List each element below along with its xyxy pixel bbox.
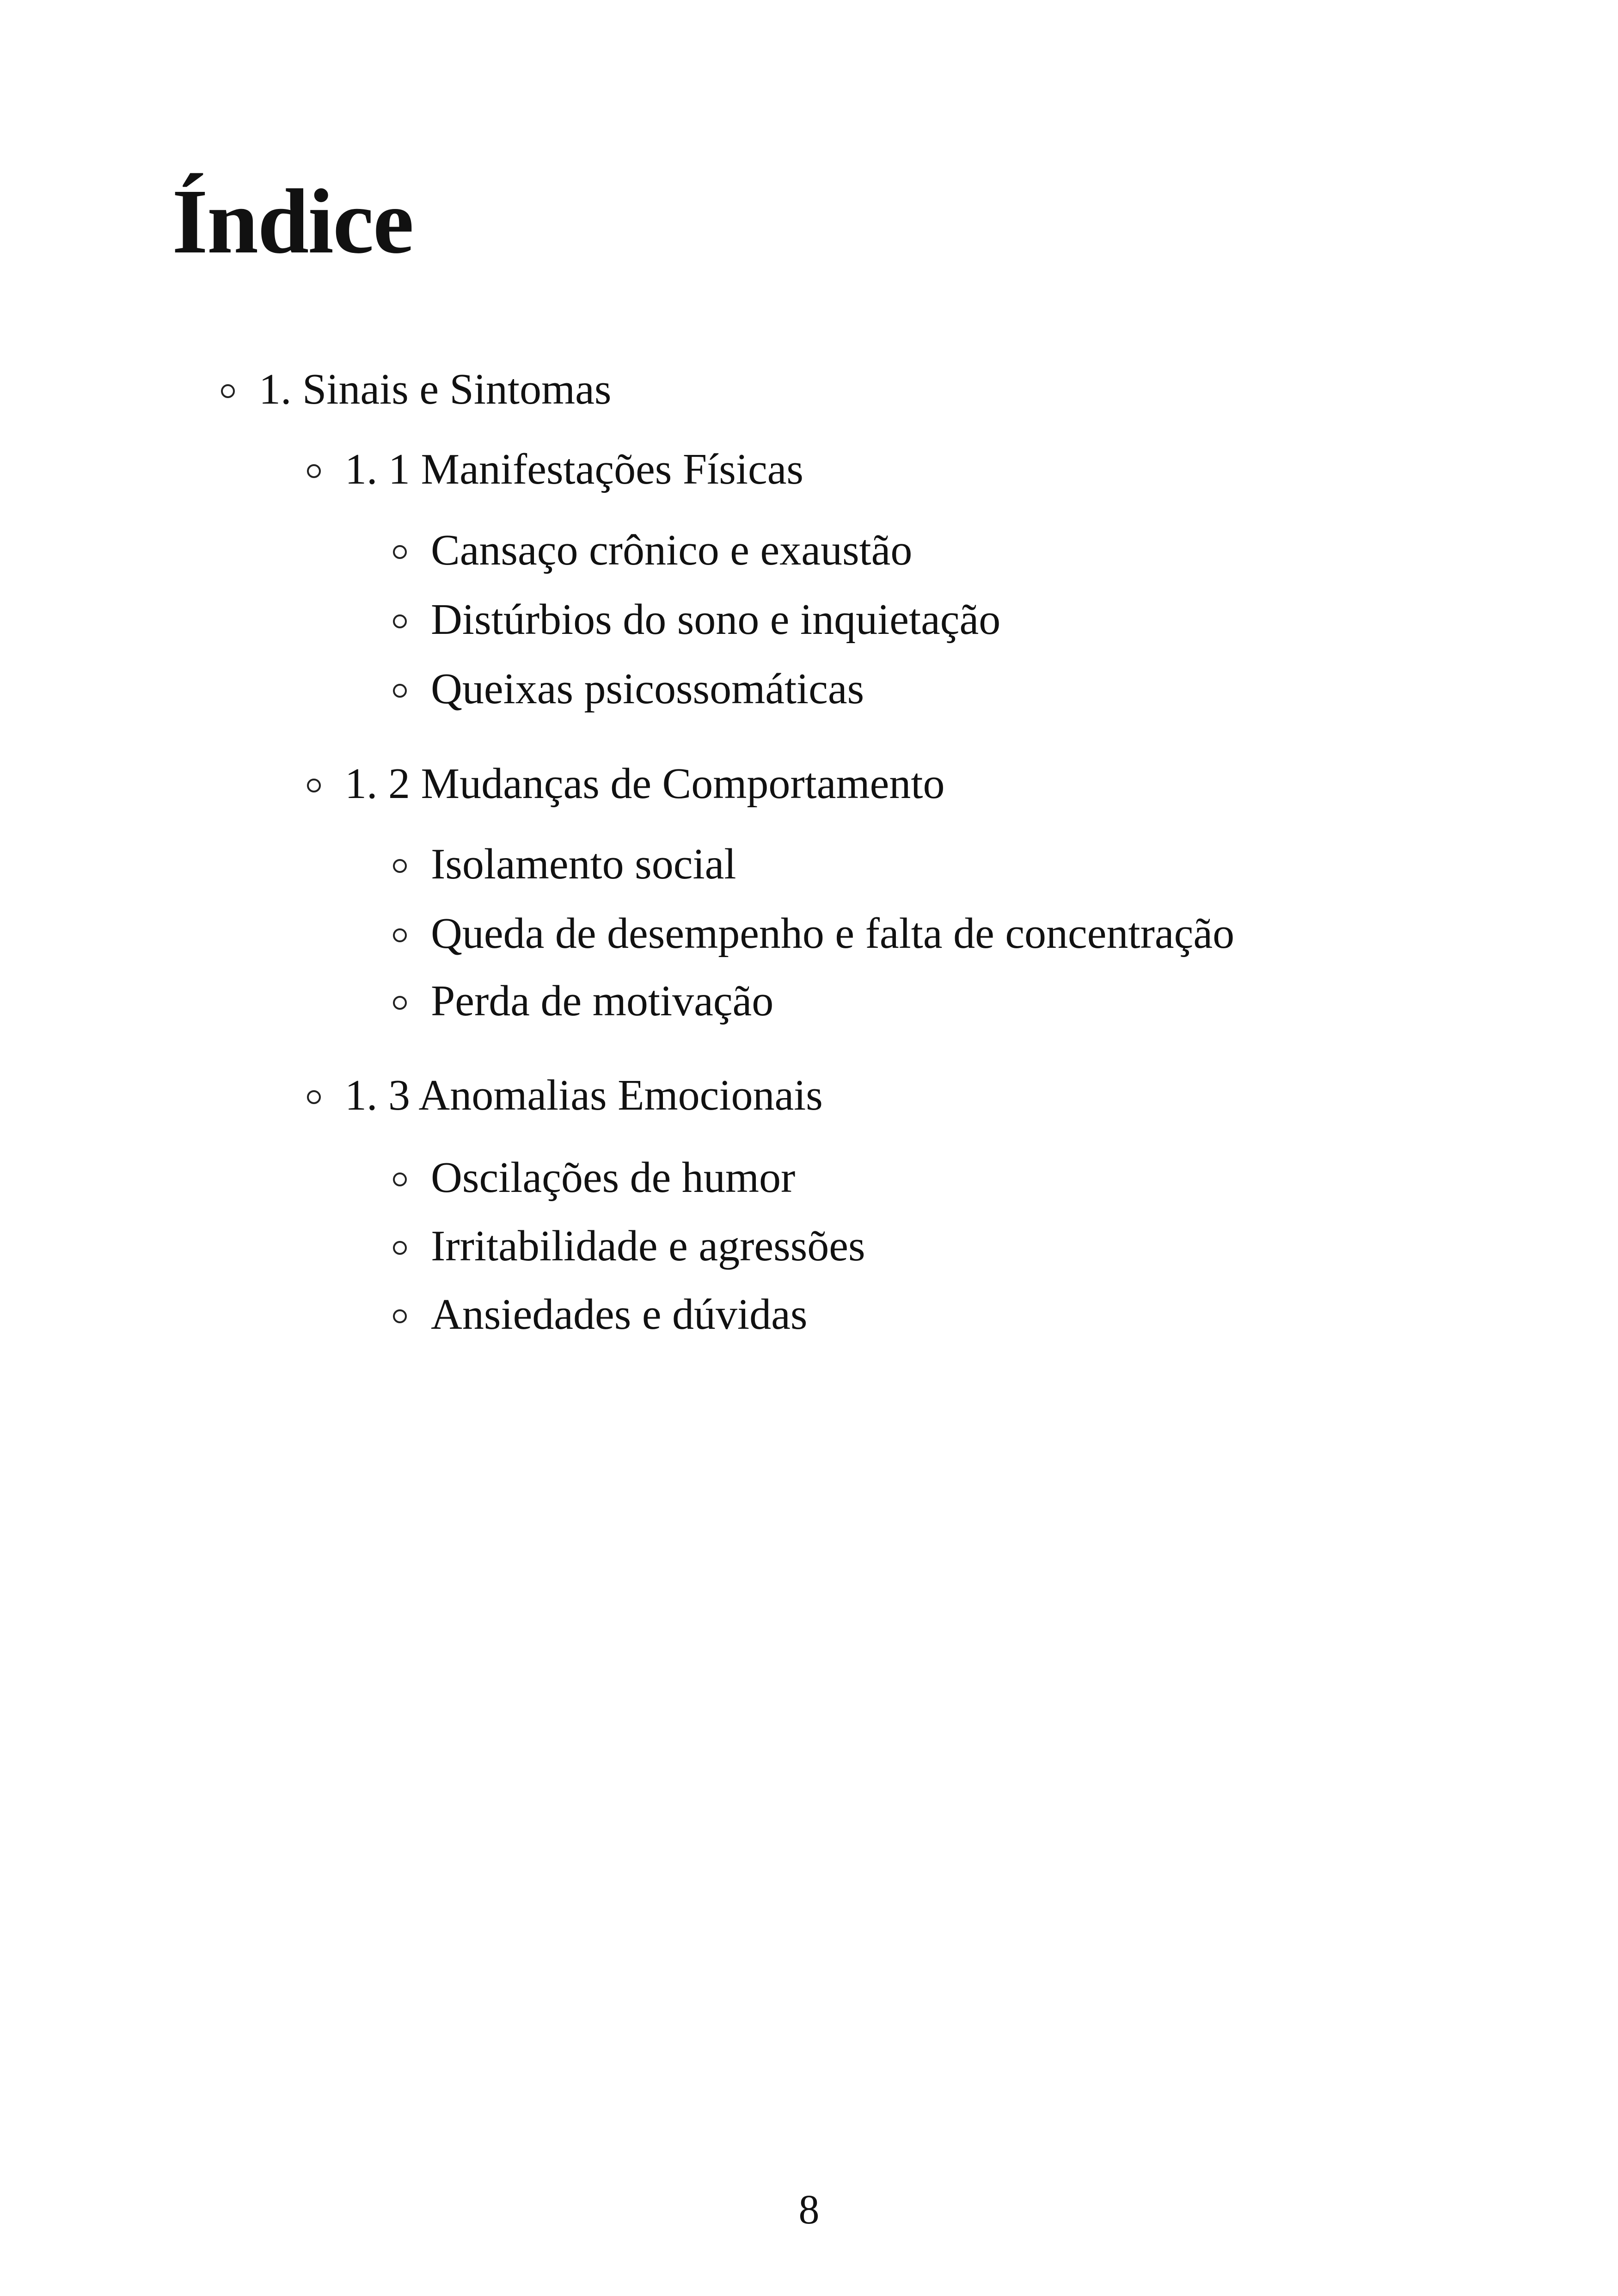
toc-label: 1. 3 Anomalias Emocionais: [345, 1071, 823, 1119]
toc-label: 1. 2 Mudanças de Comportamento: [345, 760, 945, 808]
toc-label: Perda de motivação: [431, 977, 774, 1025]
toc-item[interactable]: [393, 979, 773, 1023]
toc-label: Queda de desempenho e falta de concentração: [431, 909, 1235, 958]
circle-bullet-icon: [307, 464, 321, 478]
toc-section-1[interactable]: [221, 365, 612, 413]
toc-item[interactable]: [393, 595, 1001, 644]
toc-label: 1. 1 Manifestações Físicas: [345, 445, 804, 493]
circle-bullet-icon: [393, 614, 407, 628]
page-title: Índice: [172, 171, 413, 273]
toc-label: Irritabilidade e agressões: [431, 1222, 865, 1270]
toc-item[interactable]: [393, 842, 736, 886]
circle-bullet-icon: [221, 384, 235, 398]
circle-bullet-icon: [393, 684, 407, 698]
toc-subsection-1-3[interactable]: [307, 1071, 823, 1119]
toc-label: Isolamento social: [431, 840, 736, 888]
circle-bullet-icon: [393, 1241, 407, 1255]
toc-item[interactable]: [393, 667, 864, 711]
circle-bullet-icon: [307, 1090, 321, 1104]
circle-bullet-icon: [393, 1173, 407, 1186]
toc-item[interactable]: [393, 528, 912, 572]
circle-bullet-icon: [393, 1309, 407, 1323]
circle-bullet-icon: [393, 859, 407, 873]
page-number: 8: [798, 2187, 820, 2233]
toc-label: Distúrbios do sono e inquietação: [431, 595, 1001, 644]
toc-label: Oscilações de humor: [431, 1154, 796, 1202]
toc-label: Cansaço crônico e exaustão: [431, 526, 913, 574]
toc-label: Ansiedades e dúvidas: [431, 1290, 808, 1338]
circle-bullet-icon: [393, 928, 407, 942]
toc-label: Queixas psicossomáticas: [431, 665, 864, 713]
toc-item[interactable]: [393, 1154, 796, 1202]
circle-bullet-icon: [393, 545, 407, 559]
circle-bullet-icon: [307, 779, 321, 792]
toc-item[interactable]: [393, 909, 1235, 958]
toc-label: 1. Sinais e Sintomas: [259, 365, 612, 413]
toc-item[interactable]: [393, 1290, 808, 1338]
toc-subsection-1-2[interactable]: [307, 760, 945, 808]
toc-item[interactable]: [393, 1224, 865, 1268]
toc-subsection-1-1[interactable]: [307, 445, 804, 493]
circle-bullet-icon: [393, 996, 407, 1010]
